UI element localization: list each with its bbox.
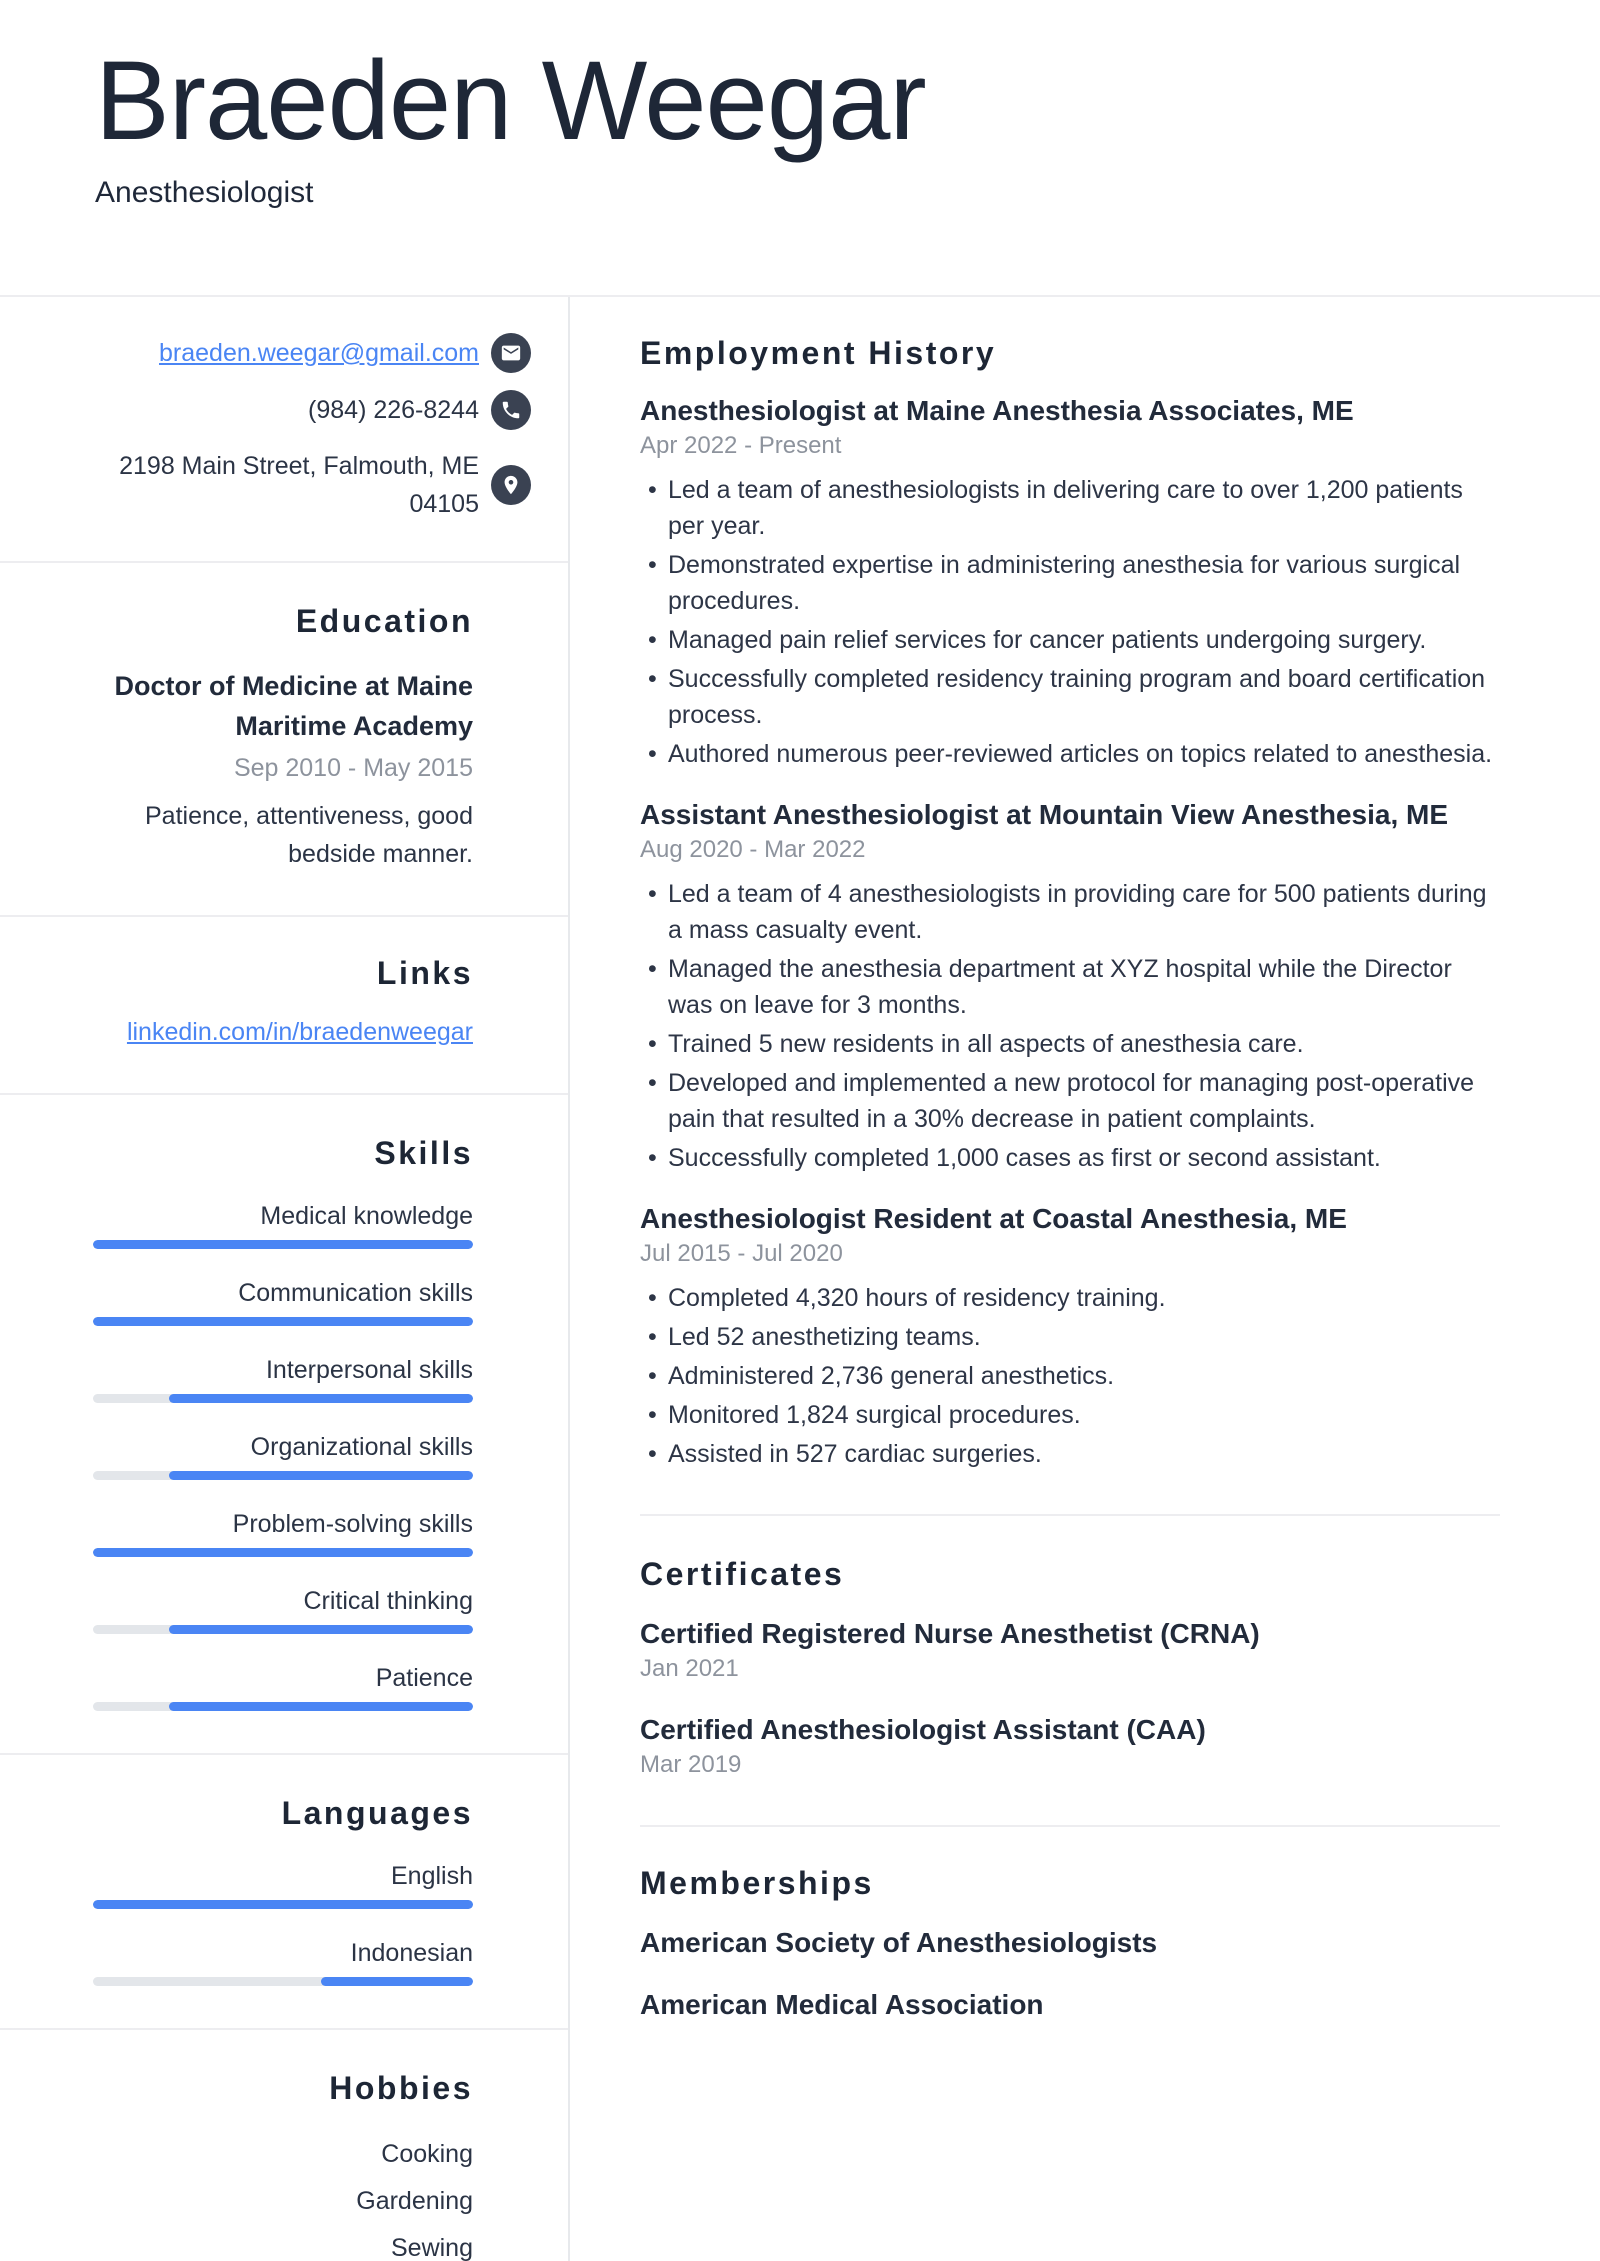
- skill-meter: [93, 1317, 473, 1326]
- skill-meter: [93, 1548, 473, 1557]
- hobbies-heading: Hobbies: [329, 2070, 473, 2106]
- employment-history-section: [640, 297, 1500, 1514]
- contact-section: [0, 297, 568, 561]
- skill-label: Organizational skills: [250, 1433, 473, 1461]
- certificates-section: [640, 1514, 1500, 1825]
- membership-item: American Medical Association: [640, 1989, 1044, 2020]
- job-bullet: • Successfully completed residency training program and board certification process.: [640, 661, 1500, 733]
- links-section: [0, 915, 568, 1093]
- job-bullet: • Assisted in 527 cardiac surgeries.: [640, 1436, 1500, 1472]
- certificates-heading: Certificates: [640, 1556, 845, 1592]
- skill-meter: [93, 1625, 473, 1634]
- skills-section: [0, 1093, 568, 1753]
- skill-label: Communication skills: [238, 1279, 473, 1307]
- email-link[interactable]: braeden.weegar@gmail.com: [159, 339, 479, 367]
- skill-label: Patience: [375, 1664, 473, 1692]
- education-dates: Sep 2010 - May 2015: [233, 754, 473, 782]
- skill-item: [93, 1433, 473, 1480]
- certificate-title: Certified Anesthesiologist Assistant (CAA): [640, 1714, 1206, 1745]
- language-item: [93, 1939, 473, 1986]
- memberships-section: [640, 1825, 1500, 2022]
- job-bullet: • Administered 2,736 general anesthetics.: [640, 1358, 1500, 1394]
- sidebar: [0, 297, 570, 2261]
- hobby-item: Gardening: [356, 2187, 473, 2215]
- skill-item: [93, 1356, 473, 1403]
- job-title: Assistant Anesthesiologist at Mountain View Anesthesia, ME: [640, 799, 1449, 830]
- job-dates: Aug 2020 - Mar 2022: [640, 836, 866, 863]
- skills-heading: Skills: [374, 1135, 473, 1171]
- languages-section: [0, 1753, 568, 2028]
- education-section: [0, 561, 568, 915]
- job-bullet: • Completed 4,320 hours of residency training.: [640, 1280, 1500, 1316]
- skill-item: [93, 1587, 473, 1634]
- contact-row-phone: [60, 390, 531, 430]
- job-bullet: • Managed the anesthesia department at XYZ hospital while the Director was on leave for 3 months.: [640, 951, 1500, 1023]
- skill-label: Interpersonal skills: [265, 1356, 473, 1384]
- contact-row-email: [60, 333, 531, 373]
- skill-meter: [93, 1240, 473, 1249]
- job-bullet: • Led a team of 4 anesthesiologists in providing care for 500 patients during a mass casualty event.: [640, 876, 1500, 948]
- skill-label: Medical knowledge: [260, 1202, 473, 1230]
- skill-item: [93, 1664, 473, 1711]
- email-icon: [491, 333, 531, 373]
- job-bullets: [640, 1280, 1500, 1472]
- links-heading: Links: [376, 955, 473, 991]
- phone-number: (984) 226-8244: [308, 396, 479, 424]
- job-bullet: • Monitored 1,824 surgical procedures.: [640, 1397, 1500, 1433]
- job-dates: Apr 2022 - Present: [640, 432, 842, 459]
- skill-label: Critical thinking: [303, 1587, 473, 1615]
- job-bullet: • Managed pain relief services for cancer patients undergoing surgery.: [640, 622, 1500, 658]
- job-bullets: [640, 472, 1500, 772]
- person-name: Braeden Weegar: [95, 38, 926, 163]
- location-pin-icon: [491, 465, 531, 505]
- contact-row-address: [60, 447, 531, 523]
- certificate-entry: [640, 1617, 1500, 1683]
- job-entry: [640, 1202, 1500, 1472]
- skill-item: [93, 1279, 473, 1326]
- skill-item: [93, 1510, 473, 1557]
- hobbies-section: [0, 2028, 568, 2261]
- certificate-date: Mar 2019: [640, 1751, 742, 1778]
- certificate-date: Jan 2021: [640, 1655, 739, 1682]
- membership-item: American Society of Anesthesiologists: [640, 1927, 1158, 1958]
- linkedin-link[interactable]: linkedin.com/in/braedenweegar: [126, 1018, 473, 1046]
- job-bullet: • Led a team of anesthesiologists in delivering care to over 1,200 patients per year.: [640, 472, 1500, 544]
- job-bullet: • Developed and implemented a new protocol for managing post-operative pain that resulted in a 30% decrease in patient complaints.: [640, 1065, 1500, 1137]
- language-item: [93, 1862, 473, 1909]
- postal-address: 2198 Main Street, Falmouth, ME 04105: [119, 452, 479, 518]
- language-label: Indonesian: [350, 1939, 473, 1967]
- employment-history-heading: Employment History: [640, 335, 997, 371]
- job-bullet: • Authored numerous peer-reviewed articles on topics related to anesthesia.: [640, 736, 1500, 772]
- job-bullet: • Successfully completed 1,000 cases as first or second assistant.: [640, 1140, 1500, 1176]
- skill-item: [93, 1202, 473, 1249]
- language-meter: [93, 1977, 473, 1986]
- main-column: [570, 297, 1600, 2261]
- job-entry: [640, 394, 1500, 772]
- languages-heading: Languages: [281, 1795, 473, 1831]
- job-dates: Jul 2015 - Jul 2020: [640, 1240, 843, 1267]
- education-degree: Doctor of Medicine at Maine Maritime Academy: [114, 671, 473, 741]
- phone-icon: [491, 390, 531, 430]
- job-bullet: • Led 52 anesthetizing teams.: [640, 1319, 1500, 1355]
- memberships-heading: Memberships: [640, 1865, 874, 1901]
- skill-meter: [93, 1394, 473, 1403]
- job-title: Anesthesiologist at Maine Anesthesia Associates, ME: [640, 395, 1354, 426]
- link-item: [60, 1016, 473, 1049]
- job-title: Anesthesiologist Resident at Coastal Anesthesia, ME: [640, 1203, 1347, 1234]
- hobby-item: Sewing: [391, 2234, 473, 2261]
- certificate-title: Certified Registered Nurse Anesthetist (CRNA): [640, 1618, 1260, 1649]
- job-bullet: • Demonstrated expertise in administering anesthesia for various surgical procedures.: [640, 547, 1500, 619]
- header: [0, 0, 1600, 297]
- job-bullets: [640, 876, 1500, 1176]
- skill-meter: [93, 1471, 473, 1480]
- body-columns: [0, 297, 1600, 2261]
- skill-label: Problem-solving skills: [232, 1510, 473, 1538]
- job-entry: [640, 798, 1500, 1176]
- hobby-item: Cooking: [381, 2140, 473, 2168]
- certificate-entry: [640, 1713, 1500, 1779]
- email-link-wrap: [159, 334, 479, 372]
- job-bullet: • Trained 5 new residents in all aspects of anesthesia care.: [640, 1026, 1500, 1062]
- language-label: English: [391, 1862, 473, 1890]
- skill-meter: [93, 1702, 473, 1711]
- language-meter: [93, 1900, 473, 1909]
- person-job-title: Anesthesiologist: [95, 175, 314, 209]
- education-description: Patience, attentiveness, good bedside manner.: [144, 802, 473, 868]
- education-heading: Education: [295, 603, 473, 639]
